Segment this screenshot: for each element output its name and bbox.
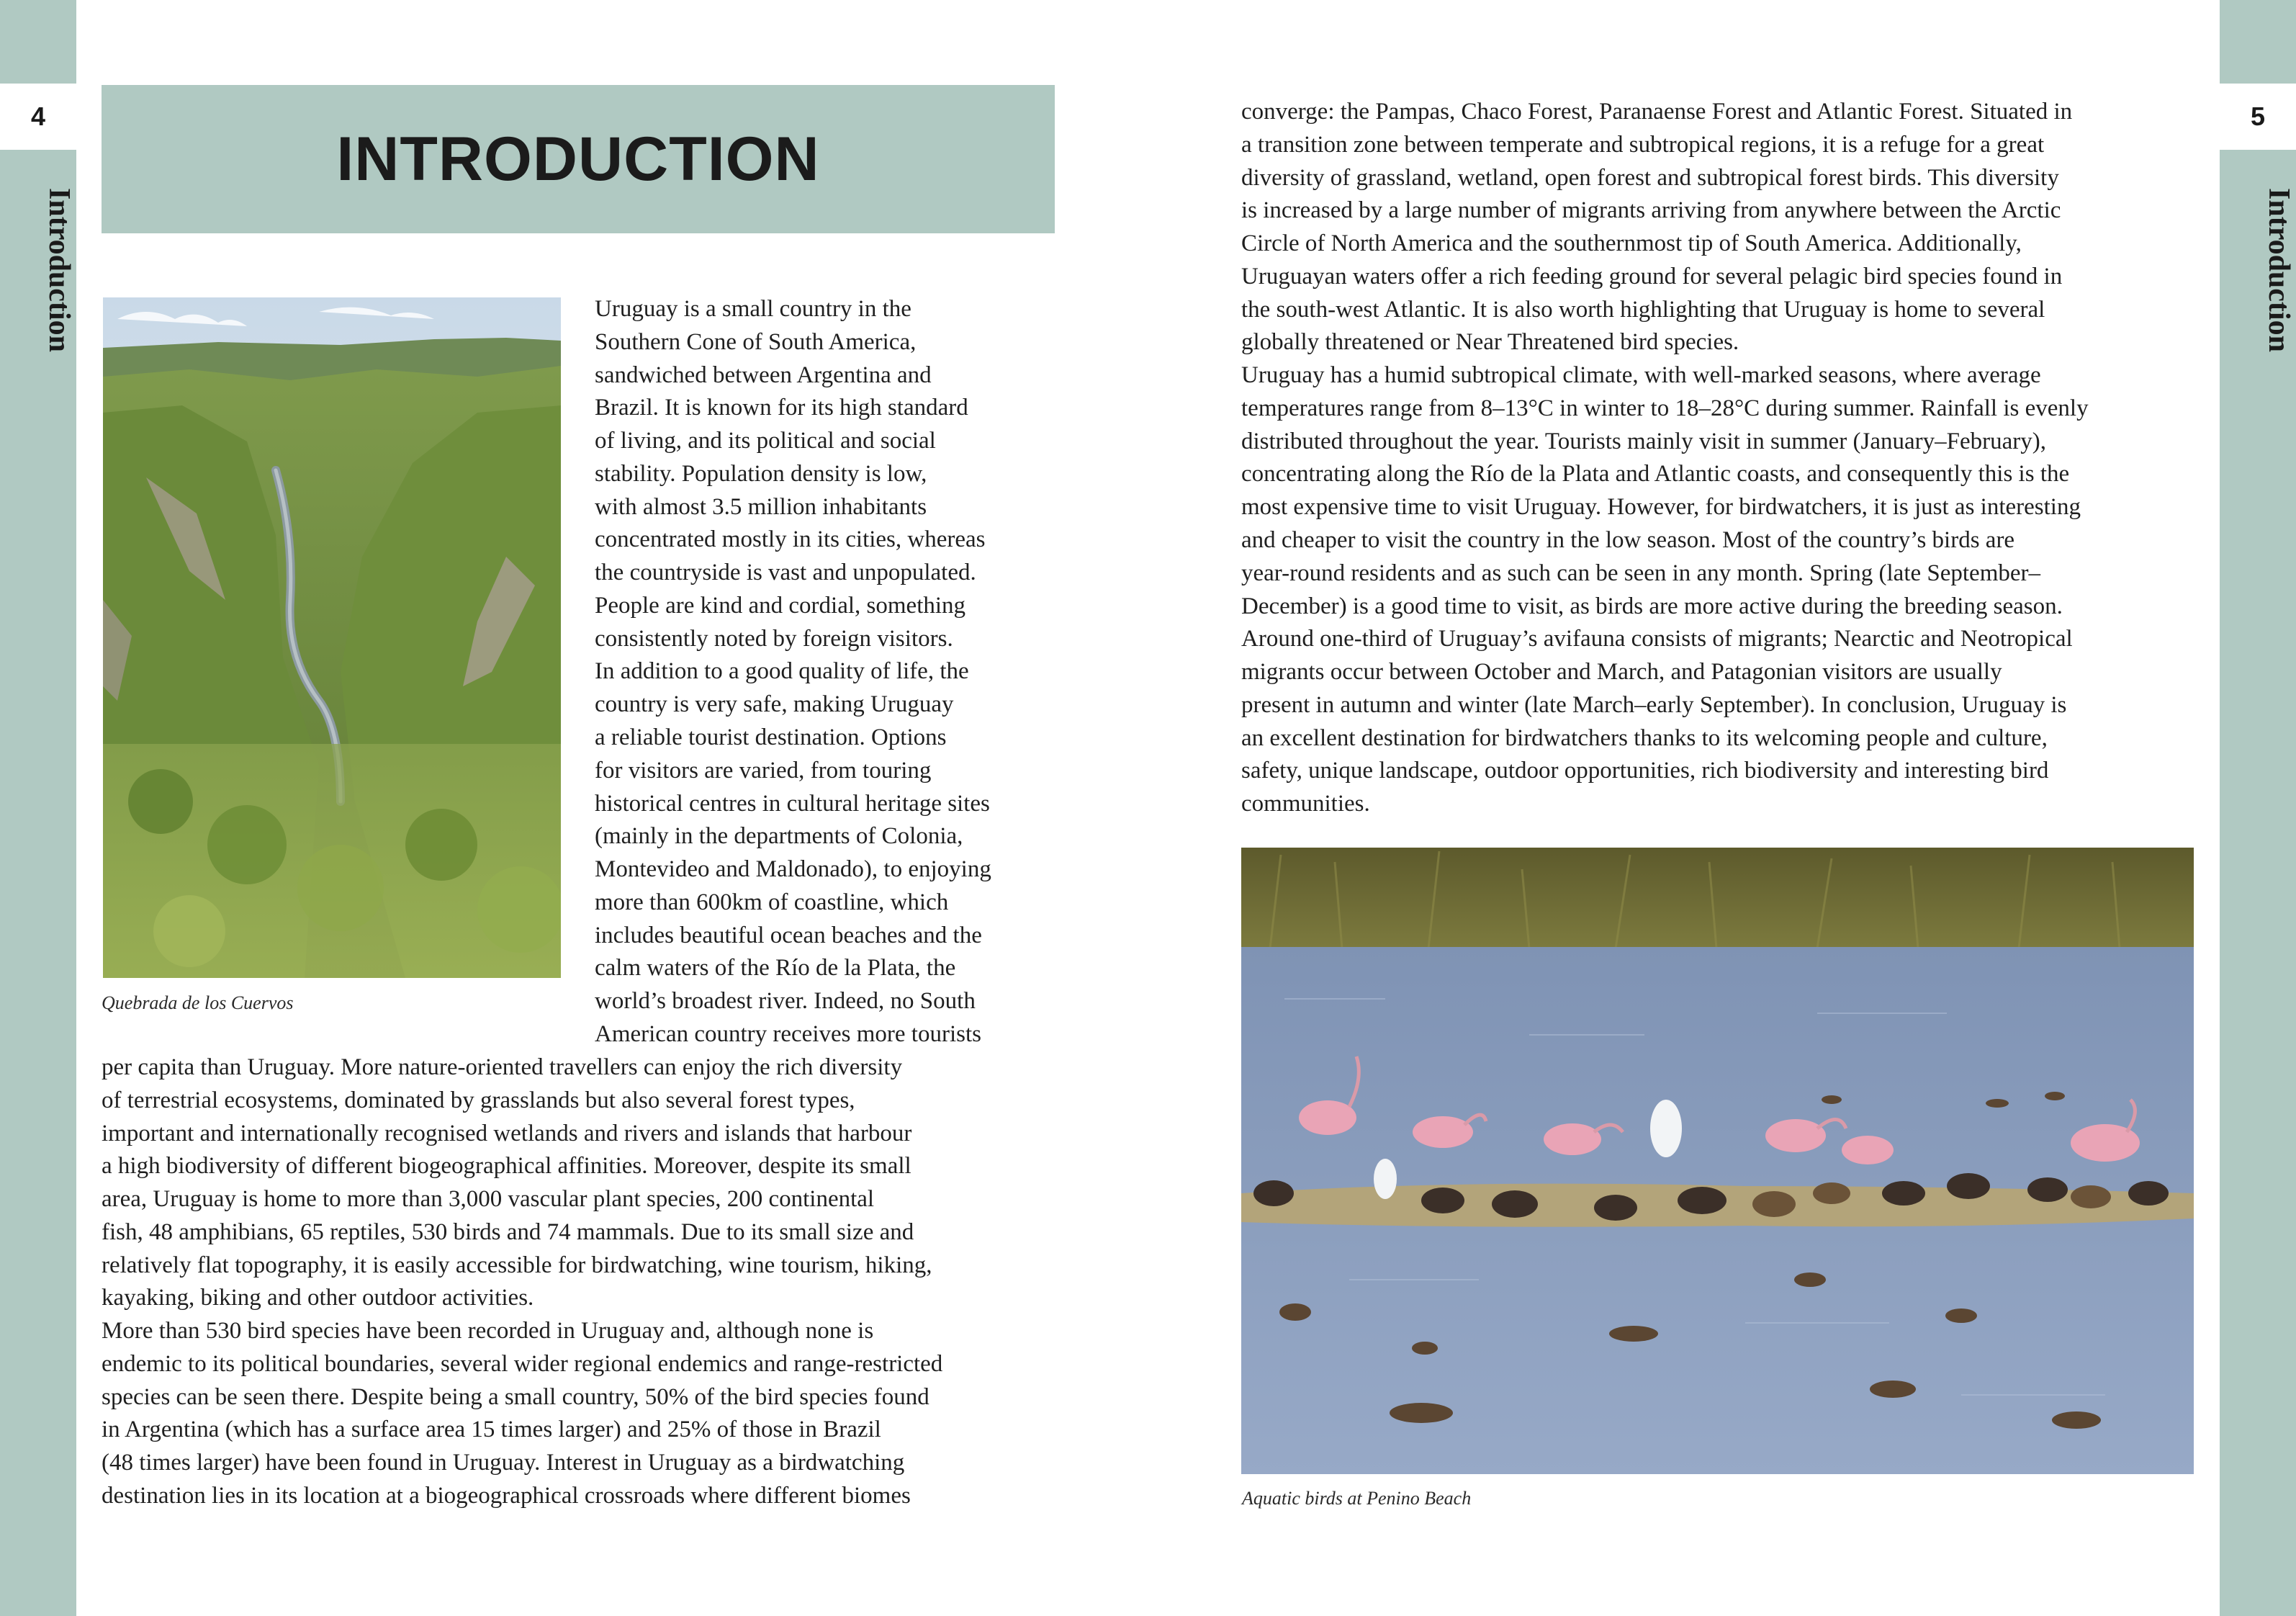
text-line: a transition zone between temperate and subtropical regions, it is a refuge for a great: [1241, 131, 2045, 158]
text-line: the countryside is vast and unpopulated.: [595, 560, 976, 586]
left-photo-caption: Quebrada de los Cuervos: [102, 992, 294, 1013]
text-line: migrants occur between October and March, and Patagonian visitors are usually: [1241, 659, 2002, 686]
text-line: sandwiched between Argentina and: [595, 362, 932, 388]
text-line: temperatures range from 8–13°C in winter to 18–28°C during summer. Rainfall is evenly: [1241, 395, 2089, 421]
landscape-illustration: [103, 297, 561, 978]
right-photo-caption: Aquatic birds at Penino Beach: [1242, 1488, 1472, 1509]
text-line: most expensive time to visit Uruguay. However, for birdwatchers, it is just as interesting: [1241, 494, 2081, 521]
text-line: the south-west Atlantic. It is also worth highlighting that Uruguay is home to several: [1241, 296, 2045, 323]
text-line: includes beautiful ocean beaches and the: [595, 922, 982, 948]
photo-quebrada-de-los-cuervos: [103, 297, 561, 978]
text-line: with almost 3.5 million inhabitants: [595, 493, 927, 520]
text-line: December) is a good time to visit, as birds are more active during the breeding season.: [1241, 593, 2063, 619]
text-line: globally threatened or Near Threatened bird species.: [1241, 329, 1739, 356]
chapter-title: INTRODUCTION: [336, 124, 820, 194]
text-line: kayaking, biking and other outdoor activities.: [102, 1285, 534, 1311]
text-line: Circle of North America and the southernmost tip of South America. Additionally,: [1241, 230, 2022, 257]
text-line: species can be seen there. Despite being a small country, 50% of the bird species found: [102, 1383, 929, 1410]
text-line: present in autumn and winter (late March–early September). In conclusion, Uruguay is: [1241, 691, 2067, 718]
text-line: area, Uruguay is home to more than 3,000 vascular plant species, 200 continental: [102, 1186, 875, 1213]
text-line: for visitors are varied, from touring: [595, 757, 932, 784]
text-line: Montevideo and Maldonado), to enjoying: [595, 856, 991, 883]
text-line: more than 600km of coastline, which: [595, 889, 949, 915]
text-line: of terrestrial ecosystems, dominated by grasslands but also several forest types,: [102, 1087, 855, 1113]
text-line: Southern Cone of South America,: [595, 328, 917, 355]
text-line: safety, unique landscape, outdoor opportunities, rich biodiversity and interesting bird: [1241, 758, 2049, 784]
text-line: People are kind and cordial, something: [595, 592, 966, 619]
text-line: In addition to a good quality of life, the: [595, 658, 969, 685]
text-line: diversity of grassland, wetland, open forest and subtropical forest birds. This diversity: [1241, 164, 2059, 191]
text-line: calm waters of the Río de la Plata, the: [595, 955, 956, 982]
text-line: historical centres in cultural heritage sites: [595, 790, 990, 817]
text-line: of living, and its political and social: [595, 428, 936, 454]
text-line: Around one-third of Uruguay’s avifauna consists of migrants; Nearctic and Neotropical: [1241, 626, 2073, 652]
text-line: distributed throughout the year. Tourists mainly visit in summer (January–February),: [1241, 428, 2046, 454]
text-line: Brazil. It is known for its high standard: [595, 395, 968, 421]
text-line: world’s broadest river. Indeed, no South: [595, 988, 976, 1015]
text-line: communities.: [1241, 791, 1370, 817]
birds-illustration: [1241, 848, 2194, 1474]
text-line: country is very safe, making Uruguay: [595, 691, 954, 718]
text-line: stability. Population density is low,: [595, 460, 927, 487]
text-line: converge: the Pampas, Chaco Forest, Paranaense Forest and Atlantic Forest. Situated in: [1241, 99, 2073, 125]
text-line: year-round residents and as such can be seen in any month. Spring (late September–: [1241, 560, 2041, 586]
text-line: relatively flat topography, it is easily accessible for birdwatching, wine tourism, hiking,: [102, 1252, 932, 1278]
text-line: Uruguayan waters offer a rich feeding ground for several pelagic bird species found in: [1241, 263, 2063, 289]
text-line: consistently noted by foreign visitors.: [595, 625, 953, 652]
text-line: concentrating along the Río de la Plata and Atlantic coasts, and consequently this is the: [1241, 461, 2070, 488]
chapter-title-box: [102, 85, 1055, 233]
left-section-label: Introduction: [42, 188, 76, 352]
left-page-number: 4: [0, 84, 76, 150]
text-line: important and internationally recognised wetlands and rivers and islands that harbour: [102, 1120, 912, 1146]
text-line: is increased by a large number of migrants arriving from anywhere between the Arctic: [1241, 197, 2061, 224]
text-line: a reliable tourist destination. Options: [595, 724, 947, 750]
text-line: fish, 48 amphibians, 65 reptiles, 530 birds and 74 mammals. Due to its small size and: [102, 1218, 914, 1245]
text-line: Uruguay is a small country in the: [595, 296, 911, 322]
text-line: a high biodiversity of different biogeographical affinities. Moreover, despite its small: [102, 1153, 911, 1180]
text-line: per capita than Uruguay. More nature-oriented travellers can enjoy the rich diversity: [102, 1054, 903, 1080]
photo-aquatic-birds-penino-beach: [1241, 848, 2194, 1474]
right-page-number: 5: [2220, 84, 2296, 150]
right-section-label: Introduction: [2262, 188, 2295, 352]
text-line: an excellent destination for birdwatchers thanks to its welcoming people and culture,: [1241, 724, 2048, 751]
text-line: (48 times larger) have been found in Uruguay. Interest in Uruguay as a birdwatching: [102, 1450, 905, 1476]
text-line: and cheaper to visit the country in the low season. Most of the country’s birds are: [1241, 527, 2015, 553]
text-line: (mainly in the departments of Colonia,: [595, 823, 963, 850]
text-line: concentrated mostly in its cities, whereas: [595, 526, 986, 553]
text-line: Uruguay has a humid subtropical climate, with well-marked seasons, where average: [1241, 362, 2041, 389]
text-line: More than 530 bird species have been recorded in Uruguay and, although none is: [102, 1318, 874, 1345]
text-line: American country receives more tourists: [595, 1020, 981, 1047]
text-line: endemic to its political boundaries, several wider regional endemics and range-restricted: [102, 1350, 943, 1377]
text-line: destination lies in its location at a biogeographical crossroads where different biomes: [102, 1483, 911, 1509]
text-line: in Argentina (which has a surface area 15 times larger) and 25% of those in Brazil: [102, 1417, 881, 1443]
